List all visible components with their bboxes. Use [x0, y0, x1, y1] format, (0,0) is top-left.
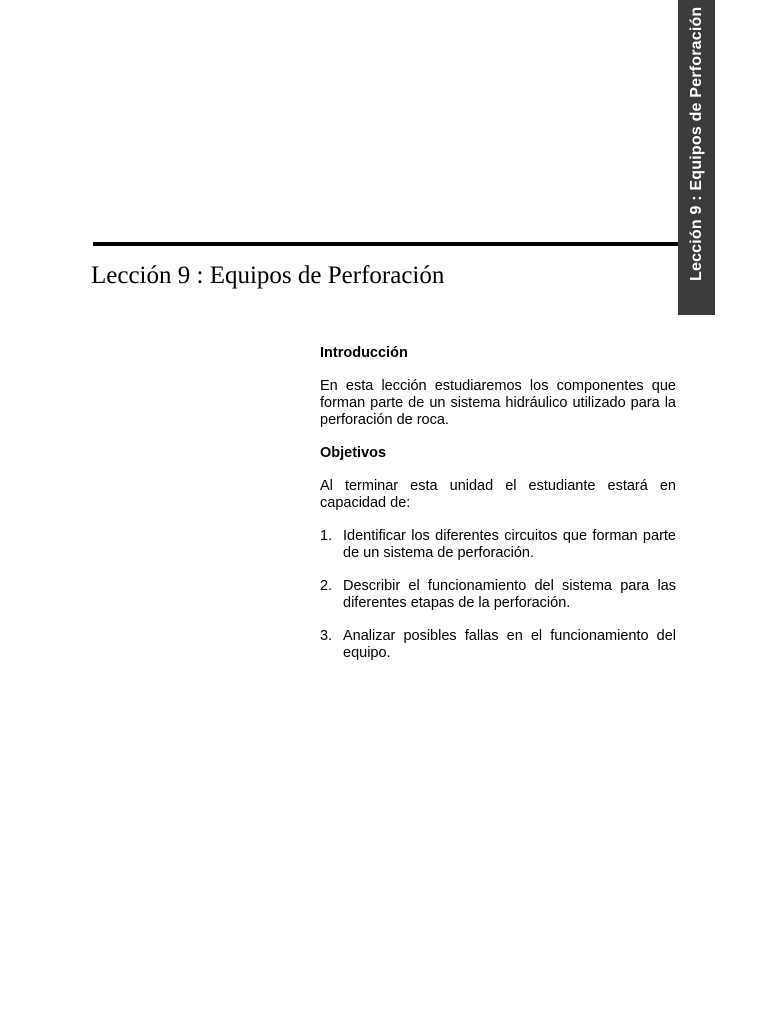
objective-number: 1. — [320, 528, 333, 544]
lesson-title: Lección 9 : Equipos de Perforación — [91, 262, 445, 289]
side-tab — [678, 0, 715, 315]
objective-item — [320, 628, 676, 662]
side-tab-label: Lección 9 : Equipos de Perforación — [687, 6, 705, 281]
objective-number: 3. — [320, 628, 333, 644]
objectives-list — [320, 528, 676, 662]
objective-number: 2. — [320, 578, 333, 594]
objectives-heading: Objetivos — [320, 445, 387, 461]
objectives-text: Al terminar esta unidad el estudiante estará en capacidad de: — [320, 478, 676, 511]
objective-text: Identificar los diferentes circuitos que forman parte de un sistema de perforación. — [343, 528, 676, 561]
objective-text: Analizar posibles fallas en el funcionamiento del equipo. — [343, 628, 676, 661]
introduction-heading: Introducción — [320, 345, 408, 361]
title-rule — [93, 242, 678, 246]
objective-item — [320, 578, 676, 612]
objective-text: Describir el funcionamiento del sistema para las diferentes etapas de la perforación. — [343, 578, 676, 611]
objective-item — [320, 528, 676, 562]
introduction-text: En esta lección estudiaremos los componentes que forman parte de un sistema hidráulico utilizado para la perforación de roca. — [320, 378, 676, 428]
lesson-content — [320, 345, 676, 678]
